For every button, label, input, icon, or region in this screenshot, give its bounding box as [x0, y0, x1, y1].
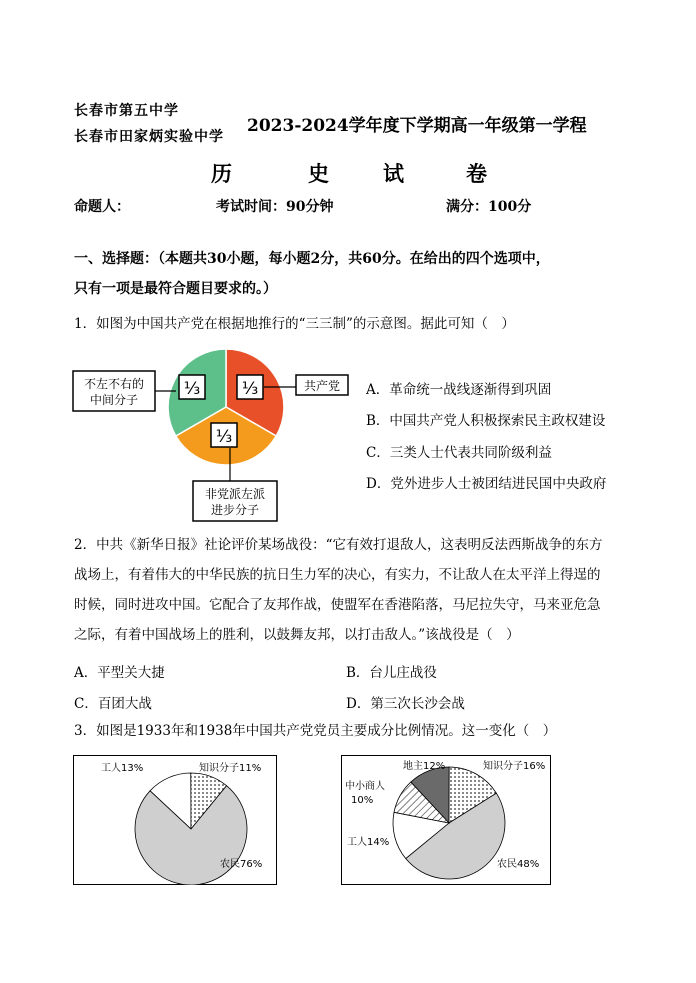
q1-option-c: C．三类人士代表共同阶级利益	[366, 445, 552, 461]
svg-text:中间分子: 中间分子	[89, 393, 139, 407]
pie2-label-merchants-1: 中小商人	[345, 781, 385, 792]
q2-line-3: 时候，同时进攻中国。它配合了友邦作战，使盟军在香港陷落，马尼拉失守，马来亚危急	[74, 597, 601, 613]
q3-stem: 3．如图是1933年和1938年中国共产党党员主要成分比例情况。这一变化（ ）	[74, 723, 557, 739]
q1-stem: 1．如图为中国共产党在根据地推行的“三三制”的示意图。据此可知（ ）	[74, 316, 515, 332]
section-heading-cont: 只有一项是最符合题目要求的。）	[74, 281, 277, 297]
subject-char-2: 史	[308, 161, 329, 186]
pie2-label-merchants-2: 10%	[351, 795, 374, 806]
pie1-label-peasants: 农民76%	[220, 859, 263, 870]
q2-option-a: A．平型关大捷	[74, 665, 165, 681]
exam-title: 2023-2024学年度下学期高一年级第一学程	[247, 116, 587, 136]
pie1-label-workers: 工人13%	[101, 763, 144, 774]
slice-label-middle	[179, 375, 205, 399]
svg-text:⅓: ⅓	[183, 379, 201, 399]
svg-text:不左不右的: 不左不右的	[83, 377, 145, 391]
svg-text:⅓: ⅓	[215, 427, 233, 447]
q2-line-1: 2．中共《新华日报》社论评价某场战役：“它有效打退敌人，这表明反法西斯战争的东方	[74, 537, 603, 553]
q1-option-b: B．中国共产党人积极探索民主政权建设	[366, 413, 606, 429]
section-heading: 一、选择题：（本题共30小题，每小题2分，共60分。在给出的四个选项中，	[74, 251, 550, 267]
slice-label-leftist	[211, 423, 237, 447]
school-name-2: 长春市田家炳实验中学	[74, 129, 224, 145]
q2-line-4: 之际，有着中国战场上的胜利，以鼓舞友邦，以打击敌人。”该战役是（ ）	[74, 627, 520, 643]
three-thirds-diagram	[70, 345, 370, 525]
svg-text:非党派左派: 非党派左派	[204, 487, 266, 501]
score-label: 满分：100分	[446, 199, 532, 215]
subject-char-1: 历	[211, 161, 232, 186]
slice-label-communist	[237, 375, 263, 399]
subject-char-4: 卷	[466, 161, 487, 186]
q2-option-b: B．台儿庄战役	[346, 665, 437, 681]
school-name-1: 长春市第五中学	[74, 103, 179, 119]
svg-text:⅓: ⅓	[241, 379, 259, 399]
q2-option-d: D．第三次长沙会战	[346, 696, 465, 712]
pie-chart-1933	[73, 755, 277, 885]
svg-text:进步分子: 进步分子	[210, 503, 260, 517]
pie2-label-intellectuals: 知识分子16%	[483, 761, 546, 772]
pie2-label-workers: 工人14%	[347, 837, 390, 848]
pie-chart-1938	[341, 755, 551, 885]
q1-option-d: D．党外进步人士被团结进民国中央政府	[366, 476, 607, 492]
pie2-label-landlords: 地主12%	[403, 761, 446, 772]
q1-option-a: A．革命统一战线逐渐得到巩固	[366, 382, 552, 398]
author-label: 命题人：	[74, 199, 130, 215]
pie1-label-intellectuals: 知识分子11%	[199, 763, 262, 774]
time-label: 考试时间：90分钟	[216, 199, 334, 215]
pie2-label-peasants: 农民48%	[497, 859, 540, 870]
q2-option-c: C．百团大战	[74, 696, 152, 712]
subject-char-3: 试	[383, 161, 404, 186]
svg-text:共产党: 共产党	[303, 379, 341, 393]
q2-line-2: 战场上，有着伟大的中华民族的抗日生力军的决心，有实力，不让敌人在太平洋上得逞的	[74, 567, 601, 583]
